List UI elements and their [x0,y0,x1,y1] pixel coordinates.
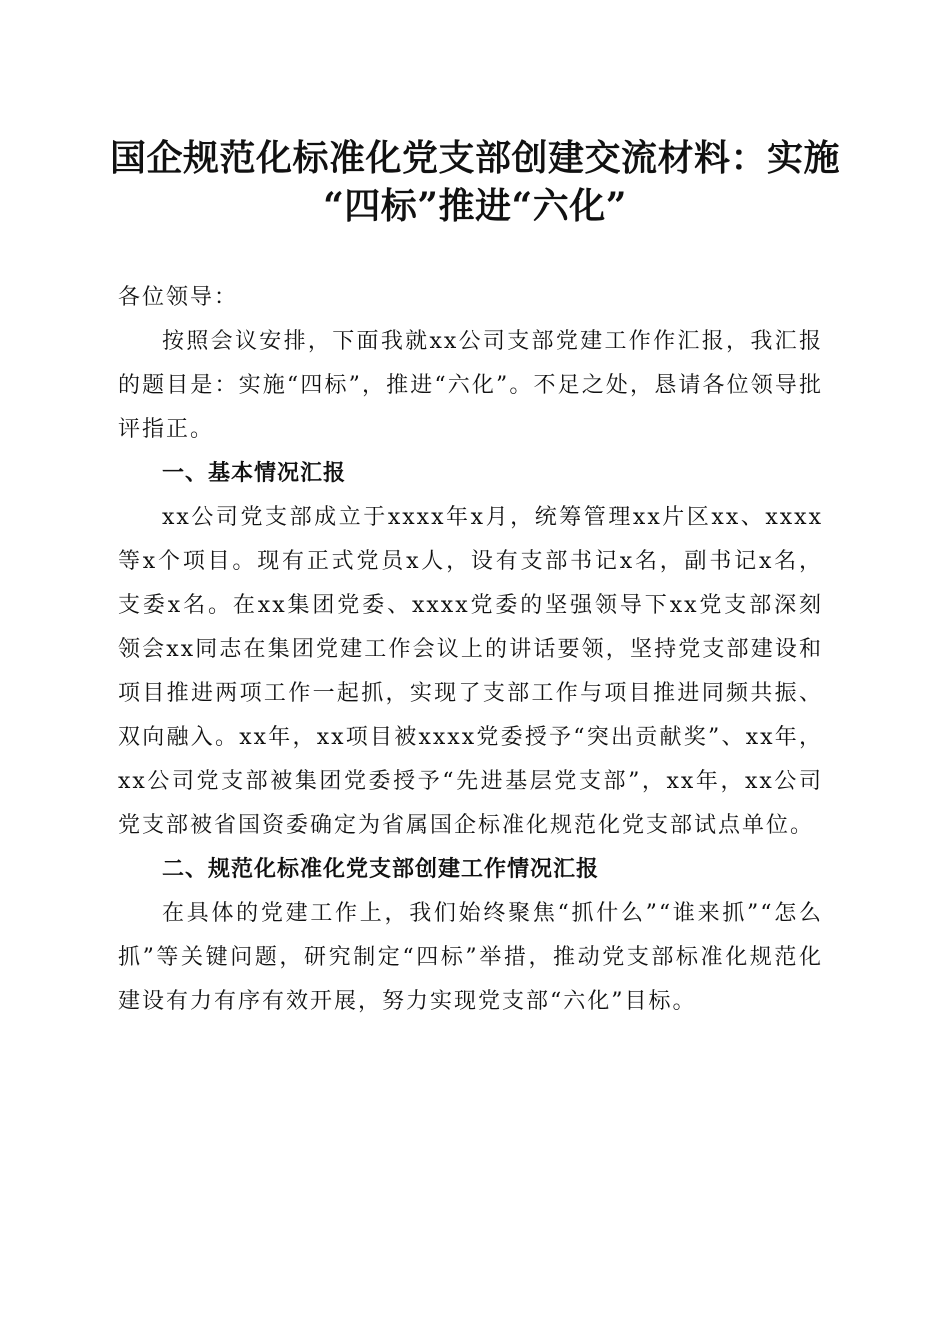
document-title [110,134,840,230]
title-line-1: 国企规范化标准化党支部创建交流材料：实施 [110,137,841,179]
title-line-2: “四标”推进“六化” [323,185,627,227]
intro-paragraph: 按照会议安排，下面我就xx公司支部党建工作作汇报，我汇报的题目是：实施“四标”，推进“六化”。不足之处，恳请各位领导批评指正。 [118,329,823,442]
salutation: 各位领导： [118,285,239,310]
basic-info-paragraph: xx公司党支部成立于xxxx年x月，统筹管理xx片区xx、xxxx等x个项目。现有正式党员x人，设有支部书记x名，副书记x名，支委x名。在xx集团党委、xxxx党委的坚强领导下xx党支部深刻领会xx同志在集团党建工作会议上的讲话要领，坚持党支部建设和项目推进两项工作一起抓，实现了支部工作与项目推进同频共振、双向融入。xx年，xx项目被xxxx党委授予“突出贡献奖”、xx年，xx公司党支部被集团党委授予“先进基层党支部”，xx年，xx公司党支部被省国资委确定为省属国企标准化规范化党支部试点单位。 [118,505,823,838]
document-body [118,276,823,1024]
section-heading-2: 二、规范化标准化党支部创建工作情况汇报 [162,857,600,882]
section-heading-1: 一、基本情况汇报 [162,461,347,486]
work-paragraph: 在具体的党建工作上，我们始终聚焦“抓什么”“谁来抓”“怎么抓”等关键问题，研究制定“四标”举措，推动党支部标准化规范化建设有力有序有效开展，努力实现党支部“六化”目标。 [118,901,823,1014]
